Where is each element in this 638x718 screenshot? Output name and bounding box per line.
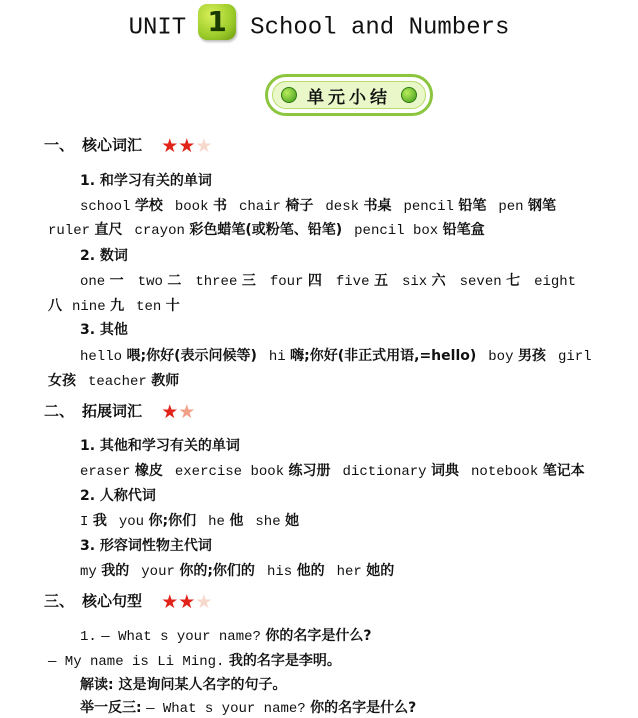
subheading-pronouns: 2. 人称代词 xyxy=(80,488,156,504)
star-half-icon: ★ xyxy=(195,135,213,157)
subheading-others: 3. 其他 xyxy=(80,322,128,338)
green-dot-icon xyxy=(401,87,417,103)
subheading-school-words: 1. 和学习有关的单词 xyxy=(80,173,212,189)
sentence-explanation: 解读: 这是询问某人名字的句子。 xyxy=(80,677,287,693)
star-half-icon: ★ xyxy=(195,591,213,613)
unit-name: School and Numbers xyxy=(250,14,510,42)
word-list-row: hello 喂;你好(表示问候等) hi 嗨;你好(非正式用语,=hello) boy 男孩 girl xyxy=(80,348,592,365)
unit-summary-label: 单元小结 xyxy=(307,87,391,108)
star-half-icon: ★ xyxy=(178,401,196,423)
word-list-row: 女孩 teacher 教师 xyxy=(48,373,180,390)
rating-stars xyxy=(161,137,212,156)
word-list-row: eraser 橡皮 exercise book 练习册 dictionary 词典 notebook 笔记本 xyxy=(80,463,585,480)
sentence-question: 1. — What s your name? 你的名字是什么? xyxy=(80,628,372,645)
sentence-answer: — My name is Li Ming. 我的名字是李明。 xyxy=(48,653,341,670)
page-title xyxy=(0,5,638,46)
word-list-row: school 学校 book 书 chair 椅子 desk 书桌 pencil 铅笔 pen 钢笔 xyxy=(80,198,557,215)
word-list-row: my 我的 your 你的;你们的 his 他的 her 她的 xyxy=(80,563,395,580)
sentence-extension: 举一反三: — What s your name? 你的名字是什么? xyxy=(80,700,417,717)
rating-stars xyxy=(161,593,212,612)
star-icon: ★ xyxy=(161,135,179,157)
subheading-possessives: 3. 形容词性物主代词 xyxy=(80,538,212,554)
word-list-row: one 一 two 二 three 三 four 四 five 五 six 六 seven 七 eight xyxy=(80,273,577,290)
unit-number-badge: 1 xyxy=(198,4,236,40)
rating-stars xyxy=(161,403,195,422)
star-icon: ★ xyxy=(161,591,179,613)
word-list-row: ruler 直尺 crayon 彩色蜡笔(或粉笔、铅笔) pencil box 铅笔盒 xyxy=(48,222,485,239)
green-dot-icon xyxy=(281,87,297,103)
word-list-row: I 我 you 你;你们 he 他 she 她 xyxy=(80,513,300,530)
unit-summary-banner xyxy=(265,74,433,116)
section-core-sentences-heading: 三、 核心句型 ★★★ xyxy=(44,591,213,613)
star-icon: ★ xyxy=(178,135,196,157)
unit-word: UNIT xyxy=(128,14,187,42)
subheading-other-words: 1. 其他和学习有关的单词 xyxy=(80,438,240,454)
word-list-row: 八 nine 九 ten 十 xyxy=(48,298,180,315)
star-icon: ★ xyxy=(178,591,196,613)
section-core-vocab-heading: 一、 核心词汇 ★★★ xyxy=(44,135,213,157)
star-icon: ★ xyxy=(161,401,179,423)
subheading-numbers: 2. 数词 xyxy=(80,248,128,264)
section-extended-vocab-heading: 二、 拓展词汇 ★★ xyxy=(44,401,196,423)
